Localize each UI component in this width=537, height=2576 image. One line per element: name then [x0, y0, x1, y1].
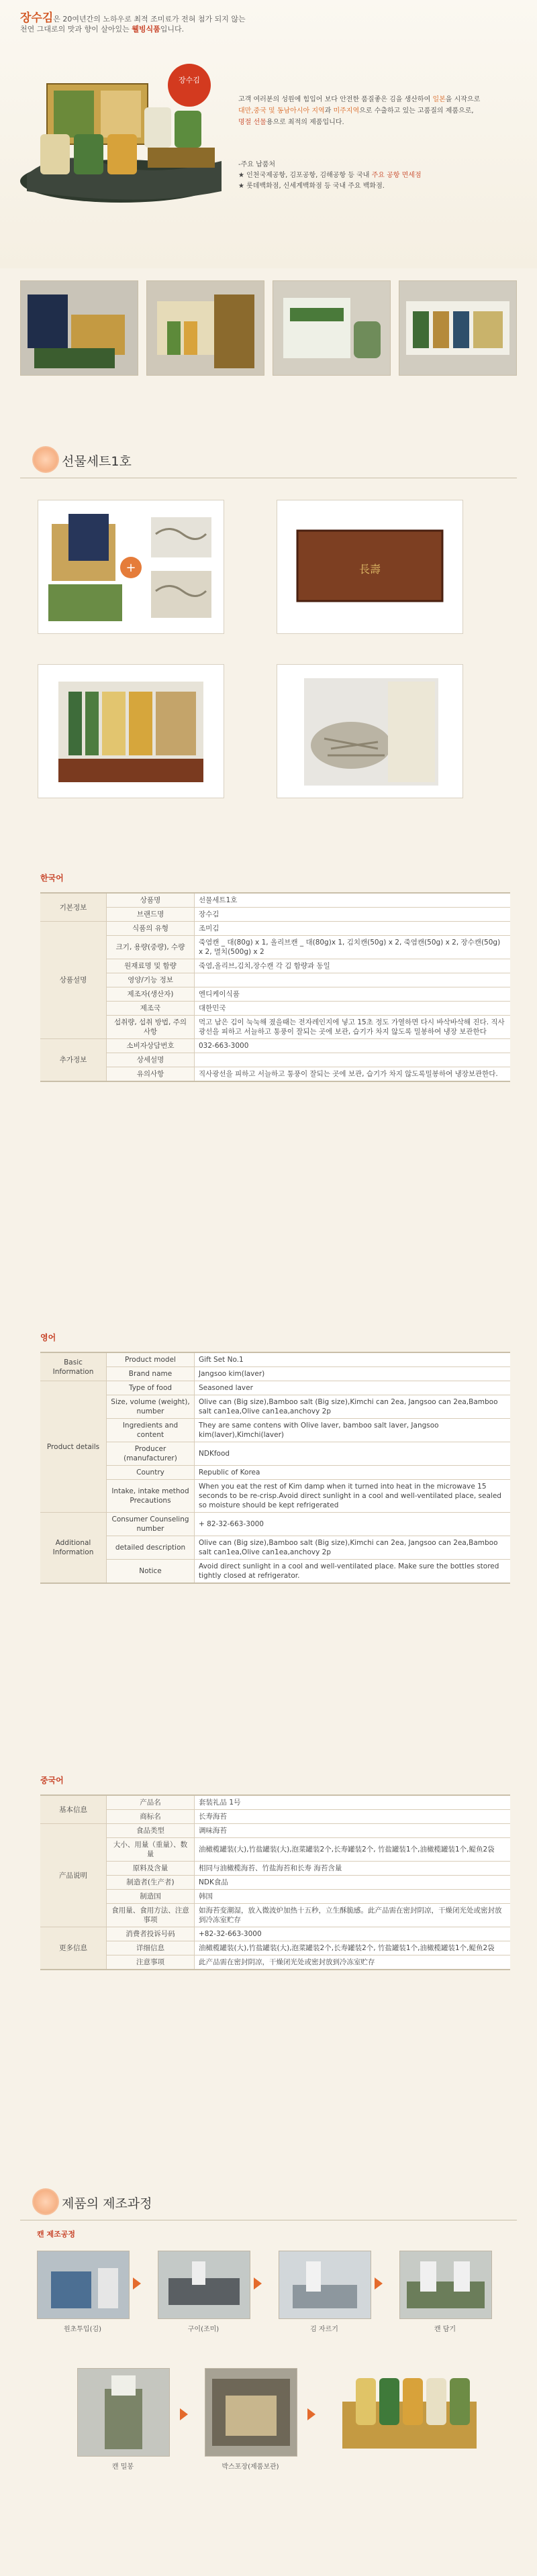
spec-row	[40, 908, 510, 922]
spec-field-label: Country	[107, 1466, 195, 1480]
spec-group-label: 更多信息	[40, 1927, 107, 1970]
spec-row	[40, 1352, 510, 1367]
spec-row	[40, 1442, 510, 1466]
spec-field-label: 식품의 유형	[107, 922, 195, 936]
process-step-2-label: 구이(조미)	[187, 2326, 219, 2333]
process-arrow-2	[254, 2277, 262, 2290]
final-product-image	[336, 2361, 483, 2462]
spec-field-label: 섭취량, 섭취 방법, 주의사항	[107, 1016, 195, 1039]
spec-field-value: NDKfood	[195, 1442, 511, 1466]
process-subtitle: 캔 제조공정	[37, 2230, 75, 2239]
spec-field-value: 长寿海苔	[195, 1810, 511, 1824]
spec-field-label: 영양/기능 정보	[107, 973, 195, 987]
tagline-line1: 20여년간의 노하우로 최적 조미료가 전혀 첨가 되지 않는	[62, 15, 246, 23]
lang-label-korean: 한국어	[40, 873, 64, 883]
gallery-image-1-svg	[38, 500, 224, 633]
spec-group-label: 추가정보	[40, 1039, 107, 1082]
spec-field-value: 엔디케이식품	[195, 987, 511, 1002]
spec-field-label: Consumer Counseling number	[107, 1513, 195, 1536]
intro-asia: 대만,중국 및 동남아시아 지역	[238, 107, 325, 115]
intro-banner	[0, 0, 537, 268]
spec-field-label: 食用量、食用方法、注意事项	[107, 1904, 195, 1927]
spec-row	[40, 1795, 510, 1810]
product-thumb-3[interactable]	[273, 280, 391, 376]
process-step-3	[279, 2251, 370, 2333]
spec-group-label: Basic Information	[40, 1352, 107, 1381]
spec-field-value: 선물세트1호	[195, 893, 511, 908]
spec-field-label: 상세설명	[107, 1053, 195, 1067]
spec-field-label: 大小、用量（重量）、数量	[107, 1838, 195, 1862]
spec-field-label: Type of food	[107, 1381, 195, 1395]
spec-row	[40, 1838, 510, 1862]
notes-item1-highlight: 주요 공항 면세점	[371, 172, 422, 179]
process-step-3-photo	[279, 2251, 371, 2319]
brand-suffix: 은	[53, 15, 60, 23]
process-step-5-photo	[77, 2368, 170, 2457]
process-step-6	[205, 2368, 296, 2471]
spec-field-value: 직사광선을 피하고 서늘하고 통풍이 잘되는 곳에 보관, 습기가 차지 않도록밀봉하여 냉장보관한다.	[195, 1067, 511, 1082]
spec-group-label: 基本信息	[40, 1795, 107, 1824]
spec-field-label: 소비자상담번호	[107, 1039, 195, 1053]
product-thumb-2[interactable]	[146, 280, 264, 376]
process-step-3-label: 김 자르기	[310, 2326, 338, 2333]
spec-row	[40, 1810, 510, 1824]
spec-row	[40, 1513, 510, 1536]
spec-table-english	[40, 1352, 510, 1584]
spec-field-value: Republic of Korea	[195, 1466, 511, 1480]
gallery-image-3	[38, 664, 224, 798]
intro-america: 미주지역	[333, 107, 360, 115]
spec-field-value: Jangsoo kim(laver)	[195, 1367, 511, 1381]
notes-item1	[238, 170, 527, 181]
gallery-image-4	[277, 664, 463, 798]
spec-field-value: 韩国	[195, 1890, 511, 1904]
tagline-highlight: 웰빙식품	[132, 25, 160, 34]
process-step-1-photo	[37, 2251, 130, 2319]
process-step-1-label: 원초투입(김)	[63, 2326, 102, 2333]
spec-row	[40, 1419, 510, 1442]
notes-item2: ★ 롯데백화점, 신세계백화점 등 국내 주요 백화점.	[238, 182, 385, 190]
process-title: 제품의 제조과정	[62, 2196, 152, 2211]
spec-field-value: 此产品需在密封阴凉，干燥闭光处或密封放到冷冻室贮存	[195, 1955, 511, 1970]
process-final-product	[336, 2361, 483, 2465]
spec-field-value: 032-663-3000	[195, 1039, 511, 1053]
product-thumbnail-row	[20, 280, 517, 374]
tagline-line2a: 천연 그대로의 맛과 향이 살아있는	[20, 25, 132, 34]
spec-field-label: Notice	[107, 1560, 195, 1584]
spec-row	[40, 1862, 510, 1876]
product-thumb-4-image	[399, 281, 516, 375]
spec-row	[40, 1927, 510, 1941]
spec-row	[40, 1016, 510, 1039]
spec-field-label: Producer (manufacturer)	[107, 1442, 195, 1466]
process-step-4-label: 캔 담기	[434, 2326, 456, 2333]
spec-field-label: 商标名	[107, 1810, 195, 1824]
intro-p1a: 고객 여러분의 성원에 힘입어 보다 안전한 품질좋은 김을 생산하여	[238, 96, 433, 103]
intro-p2b: 과	[324, 107, 334, 115]
spec-field-label: 원재료명 및 함량	[107, 959, 195, 973]
process-step-5-label: 캔 밀봉	[111, 2463, 134, 2471]
brand-name: 장수김	[20, 11, 54, 25]
intro-p2d: 으로 수출하고 있는 고품질의 제품으로,	[359, 107, 474, 115]
spec-row	[40, 922, 510, 936]
spec-row	[40, 1480, 510, 1513]
spec-row	[40, 1824, 510, 1838]
spec-field-label: 상품명	[107, 893, 195, 908]
spec-field-value: When you eat the rest of Kim damp when it turned into heat in the microwave 15 seconds to be re-crisp.Avoid direct sunlight in a cool and well-ventilated place, sealed so moisture should be kept refrigerated	[195, 1480, 511, 1513]
product-thumb-3-image	[273, 281, 390, 375]
section-gift-set-1	[20, 446, 517, 473]
spec-field-value: Avoid direct sunlight in a cool and well-ventilated place. Make sure the bottles stored tightly closed at refrigerator.	[195, 1560, 511, 1584]
process-step-2-photo	[158, 2251, 250, 2319]
spec-field-label: 食品类型	[107, 1824, 195, 1838]
box-lid-text: 長壽	[358, 563, 381, 576]
lang-label-chinese: 중국어	[40, 1776, 64, 1785]
spec-field-value: 套装礼品 1号	[195, 1795, 511, 1810]
process-steps	[20, 2244, 517, 2553]
spec-row	[40, 1367, 510, 1381]
spec-row	[40, 1002, 510, 1016]
intro-p1b: 을 시작으로	[445, 96, 481, 103]
spec-field-value: 장수김	[195, 908, 511, 922]
spec-row	[40, 1053, 510, 1067]
spec-row	[40, 1039, 510, 1053]
spec-field-label: Brand name	[107, 1367, 195, 1381]
process-step-2	[158, 2251, 249, 2333]
spec-field-value: NDK食品	[195, 1876, 511, 1890]
spec-field-label: 消费者投诉号码	[107, 1927, 195, 1941]
process-arrow-5	[307, 2408, 315, 2420]
brand-seal	[168, 64, 211, 107]
spec-field-label: 详细信息	[107, 1941, 195, 1955]
brand-tagline	[20, 13, 262, 34]
spec-field-value: 죽염,올리브,김치,장수캔 각 김 함량과 동일	[195, 959, 511, 973]
spec-field-value: Olive can (Big size),Bamboo salt (Big size),Kimchi can 2ea, Jangsoo can 2ea,Bamboo salt can1ea,Olive can1ea,anchovy 2p	[195, 1395, 511, 1419]
spec-field-label: 제조국	[107, 1002, 195, 1016]
gallery-plus-sign: +	[126, 561, 136, 575]
process-step-4	[399, 2251, 491, 2333]
spec-field-label: detailed description	[107, 1536, 195, 1560]
spec-row	[40, 1536, 510, 1560]
spec-row	[40, 1941, 510, 1955]
spec-field-label: Ingredients and content	[107, 1419, 195, 1442]
delivery-notes	[238, 160, 527, 192]
spec-field-value: 대한민국	[195, 1002, 511, 1016]
product-thumb-2-image	[147, 281, 264, 375]
spec-field-label: 注意事项	[107, 1955, 195, 1970]
process-arrow-4	[180, 2408, 188, 2420]
spec-field-value: 相同与油橄榄海苔、竹盐海苔和长寿 海苔含量	[195, 1862, 511, 1876]
spec-table-korean	[40, 892, 510, 1082]
notes-title: -주요 납품처	[238, 161, 276, 168]
process-circle-icon	[32, 2188, 59, 2215]
spec-row	[40, 959, 510, 973]
process-step-6-photo	[205, 2368, 297, 2457]
spec-row	[40, 1560, 510, 1584]
process-step-6-label: 박스포장(제품보관)	[222, 2463, 279, 2471]
spec-row	[40, 1067, 510, 1082]
spec-field-label: 크기, 용량(중량), 수량	[107, 936, 195, 959]
spec-field-value: 油橄榄罐装(大),竹盐罐装(大),泡菜罐装2个,长寿罐装2个, 竹盐罐装1个,油橄榄罐装1个,鳀鱼2袋	[195, 1838, 511, 1862]
spec-field-label: Intake, intake method Precautions	[107, 1480, 195, 1513]
spec-field-value: +82-32-663-3000	[195, 1927, 511, 1941]
product-gallery	[38, 500, 507, 822]
intro-p3b: 용으로 최적의 제품입니다.	[266, 119, 344, 126]
spec-field-value	[195, 973, 511, 987]
spec-group-label: Product details	[40, 1381, 107, 1513]
lang-label-english: 영어	[40, 1333, 56, 1342]
spec-row	[40, 1381, 510, 1395]
spec-field-value	[195, 1053, 511, 1067]
product-thumb-1[interactable]	[20, 280, 138, 376]
spec-field-value: 如海苔变潮湿，放入微波炉加热十五秒，立生酥脆感。此产品需在密封阴凉，干燥闭光处或密封放到冷冻室贮存	[195, 1904, 511, 1927]
spec-group-label: 기본정보	[40, 893, 107, 922]
spec-field-label: 유의사항	[107, 1067, 195, 1082]
spec-field-label: 产品名	[107, 1795, 195, 1810]
spec-row	[40, 1395, 510, 1419]
tagline-line2b: 입니다.	[160, 25, 185, 34]
spec-field-label: Product model	[107, 1352, 195, 1367]
process-step-5	[77, 2368, 168, 2471]
spec-group-label: 产品说明	[40, 1824, 107, 1927]
spec-row	[40, 1904, 510, 1927]
gallery-image-4-svg	[277, 665, 462, 798]
spec-row	[40, 1890, 510, 1904]
spec-field-value: Seasoned laver	[195, 1381, 511, 1395]
gallery-image-3-svg	[38, 665, 224, 798]
spec-field-label: 原料及含量	[107, 1862, 195, 1876]
spec-row	[40, 1876, 510, 1890]
seal-text: 장수김	[179, 76, 200, 85]
spec-row	[40, 893, 510, 908]
spec-row	[40, 936, 510, 959]
spec-group-label: Additional Information	[40, 1513, 107, 1584]
gallery-image-1	[38, 500, 224, 634]
spec-row	[40, 973, 510, 987]
spec-field-value: Gift Set No.1	[195, 1352, 511, 1367]
notes-item1-text: ★ 인천국제공항, 김포공항, 김해공항 등 국내	[238, 172, 372, 179]
section-process	[20, 2188, 517, 2215]
intro-paragraph	[238, 94, 520, 128]
spec-row	[40, 1955, 510, 1970]
gallery-image-2	[277, 500, 463, 634]
spec-field-value: 죽염캔 _ 대(80g) x 1, 올리브캔 _ 대(80g)x 1, 김치캔(50g) x 2, 죽염캔(50g) x 2, 장수캔(50g) x 2, 멸치(500g) x 2	[195, 936, 511, 959]
intro-gift: 명절 선물	[238, 119, 266, 126]
spec-field-label: 制造者(生产者)	[107, 1876, 195, 1890]
product-thumb-4[interactable]	[399, 280, 517, 376]
process-arrow-3	[375, 2277, 383, 2290]
spec-field-label: 제조자(생산자)	[107, 987, 195, 1002]
spec-field-value: + 82-32-663-3000	[195, 1513, 511, 1536]
spec-group-label: 상품설명	[40, 922, 107, 1039]
gallery-image-2-svg	[277, 500, 462, 633]
process-arrow-1	[133, 2277, 141, 2290]
intro-japan: 일본	[432, 96, 446, 103]
section-circle-icon	[32, 446, 59, 473]
spec-field-label: Size, volume (weight), number	[107, 1395, 195, 1419]
spec-row	[40, 987, 510, 1002]
process-step-4-photo	[399, 2251, 492, 2319]
spec-field-label: 制造国	[107, 1890, 195, 1904]
spec-field-label: 브랜드명	[107, 908, 195, 922]
spec-field-value: 调味海苔	[195, 1824, 511, 1838]
spec-table-chinese	[40, 1794, 510, 1970]
spec-field-value: 먹고 남은 김이 눅눅해 졌을때는 전자레인지에 넣고 15초 정도 가열하면 다시 바삭바삭해 진다. 직사광선을 피하고 서늘하고 통풍이 잘되는 곳에 보관, 습기가 차지 않도록 밀봉하여 냉장 보관한다	[195, 1016, 511, 1039]
spec-field-value: 조미김	[195, 922, 511, 936]
product-thumb-1-image	[21, 281, 138, 375]
spec-field-value: Olive can (Big size),Bamboo salt (Big size),Kimchi can 2ea, Jangsoo can 2ea,Bamboo salt can1ea,Olive can1ea,anchovy 2p	[195, 1536, 511, 1560]
process-step-1	[37, 2251, 128, 2333]
section-title: 선물세트1호	[62, 454, 132, 469]
spec-field-value: 油橄榄罐装(大),竹盐罐装(大),泡菜罐装2个,长寿罐装2个, 竹盐罐装1个,油橄榄罐装1个,鳀鱼2袋	[195, 1941, 511, 1955]
spec-field-value: They are same contens with Olive laver, bamboo salt laver, Jangsoo kim(laver),Kimchi(laver)	[195, 1419, 511, 1442]
spec-row	[40, 1466, 510, 1480]
